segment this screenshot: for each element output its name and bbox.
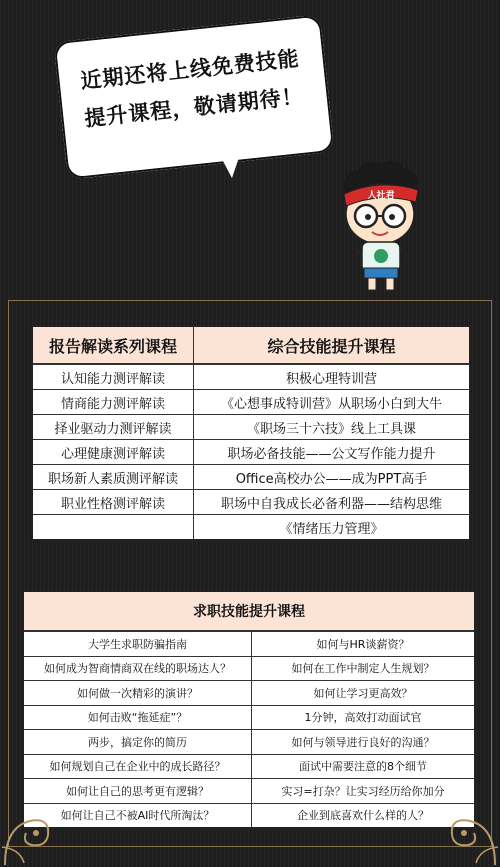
course-link[interactable]: 面试中需要注意的8个细节 <box>299 760 427 774</box>
course-link[interactable]: 择业驱动力测评解读 <box>33 415 194 439</box>
course-link[interactable]: 如何让自己的思考更有逻辑？ <box>24 779 252 803</box>
corner-ornament-left <box>0 787 70 867</box>
course-link[interactable]: 如何成为智商情商双在线的职场达人？ <box>24 657 252 681</box>
speech-line-1: 近期还将上线免费技能 <box>79 46 301 94</box>
course-table-reports-skills <box>31 325 471 541</box>
course-link[interactable]: 职场中自我成长必备利器——结构思维 <box>220 496 442 512</box>
course-link[interactable]: 心理健康测评解读 <box>33 440 194 464</box>
course-link[interactable]: 企业到底喜欢什么样的人？ <box>297 809 429 823</box>
course-link[interactable]: 如何做一次精彩的演讲？ <box>24 681 252 705</box>
course-link[interactable]: 如何与领导进行良好的沟通？ <box>291 735 435 749</box>
course-link[interactable]: 《情绪压力管理》 <box>279 521 384 537</box>
course-link[interactable]: 职业性格测评解读 <box>33 490 194 514</box>
table-row <box>24 706 474 731</box>
table-row <box>24 730 474 755</box>
header-skill-courses: 综合技能提升课程 <box>267 336 396 356</box>
table-row <box>24 779 474 804</box>
course-link[interactable]: Office高校办公——成为PPT高手 <box>235 471 428 487</box>
course-link[interactable]: 1分钟，高效打动面试官 <box>304 711 422 725</box>
course-link[interactable]: 如何让自己不被AI时代所淘汰？ <box>24 804 252 828</box>
course-link[interactable]: 如何击败“拖延症”？ <box>24 706 252 730</box>
table-row <box>33 415 469 440</box>
course-link[interactable]: 两步，搞定你的简历 <box>24 730 252 754</box>
headband-text: 人社君 <box>367 191 395 201</box>
course-link[interactable]: 认知能力测评解读 <box>33 365 194 389</box>
table-row <box>33 490 469 515</box>
table-header-row <box>33 327 469 365</box>
table-row <box>24 632 474 657</box>
course-link[interactable]: 如何规划自己在企业中的成长路径？ <box>24 755 252 779</box>
course-link[interactable]: 情商能力测评解读 <box>33 390 194 414</box>
course-link[interactable]: 如何让学习更高效？ <box>313 686 413 700</box>
speech-line-2: 提升课程，敬请期待！ <box>83 84 305 131</box>
corner-ornament-right <box>430 787 500 867</box>
table-row <box>24 681 474 706</box>
course-link[interactable]: 《心想事成特训营》从职场小白到大牛 <box>220 396 442 412</box>
course-link[interactable]: 《职场三十六技》线上工具课 <box>246 421 416 437</box>
table-row <box>33 515 469 539</box>
table-row <box>24 657 474 682</box>
course-link[interactable]: 大学生求职防骗指南 <box>24 632 252 656</box>
course-link[interactable]: 职场必备技能——公文写作能力提升 <box>227 446 436 462</box>
header-report-courses: 报告解读系列课程 <box>33 327 194 363</box>
course-link[interactable]: 实习=打杂？让实习经历给你加分 <box>281 784 445 798</box>
course-link[interactable]: 职场新人素质测评解读 <box>33 465 194 489</box>
table-row <box>24 804 474 828</box>
table-title: 求职技能提升课程 <box>24 592 474 632</box>
table-row <box>24 755 474 780</box>
table-row <box>33 390 469 415</box>
mascot-illustration <box>328 156 428 296</box>
course-link[interactable]: 如何在工作中制定人生规划？ <box>291 662 435 676</box>
empty-cell <box>33 515 194 539</box>
table-row <box>33 365 469 390</box>
course-link[interactable]: 积极心理特训营 <box>285 371 377 387</box>
course-link[interactable]: 如何与HR谈薪资？ <box>316 637 410 651</box>
course-table-job-skills <box>22 590 476 829</box>
table-row <box>33 440 469 465</box>
table-row <box>33 465 469 490</box>
speech-bubble-tail <box>218 148 246 179</box>
